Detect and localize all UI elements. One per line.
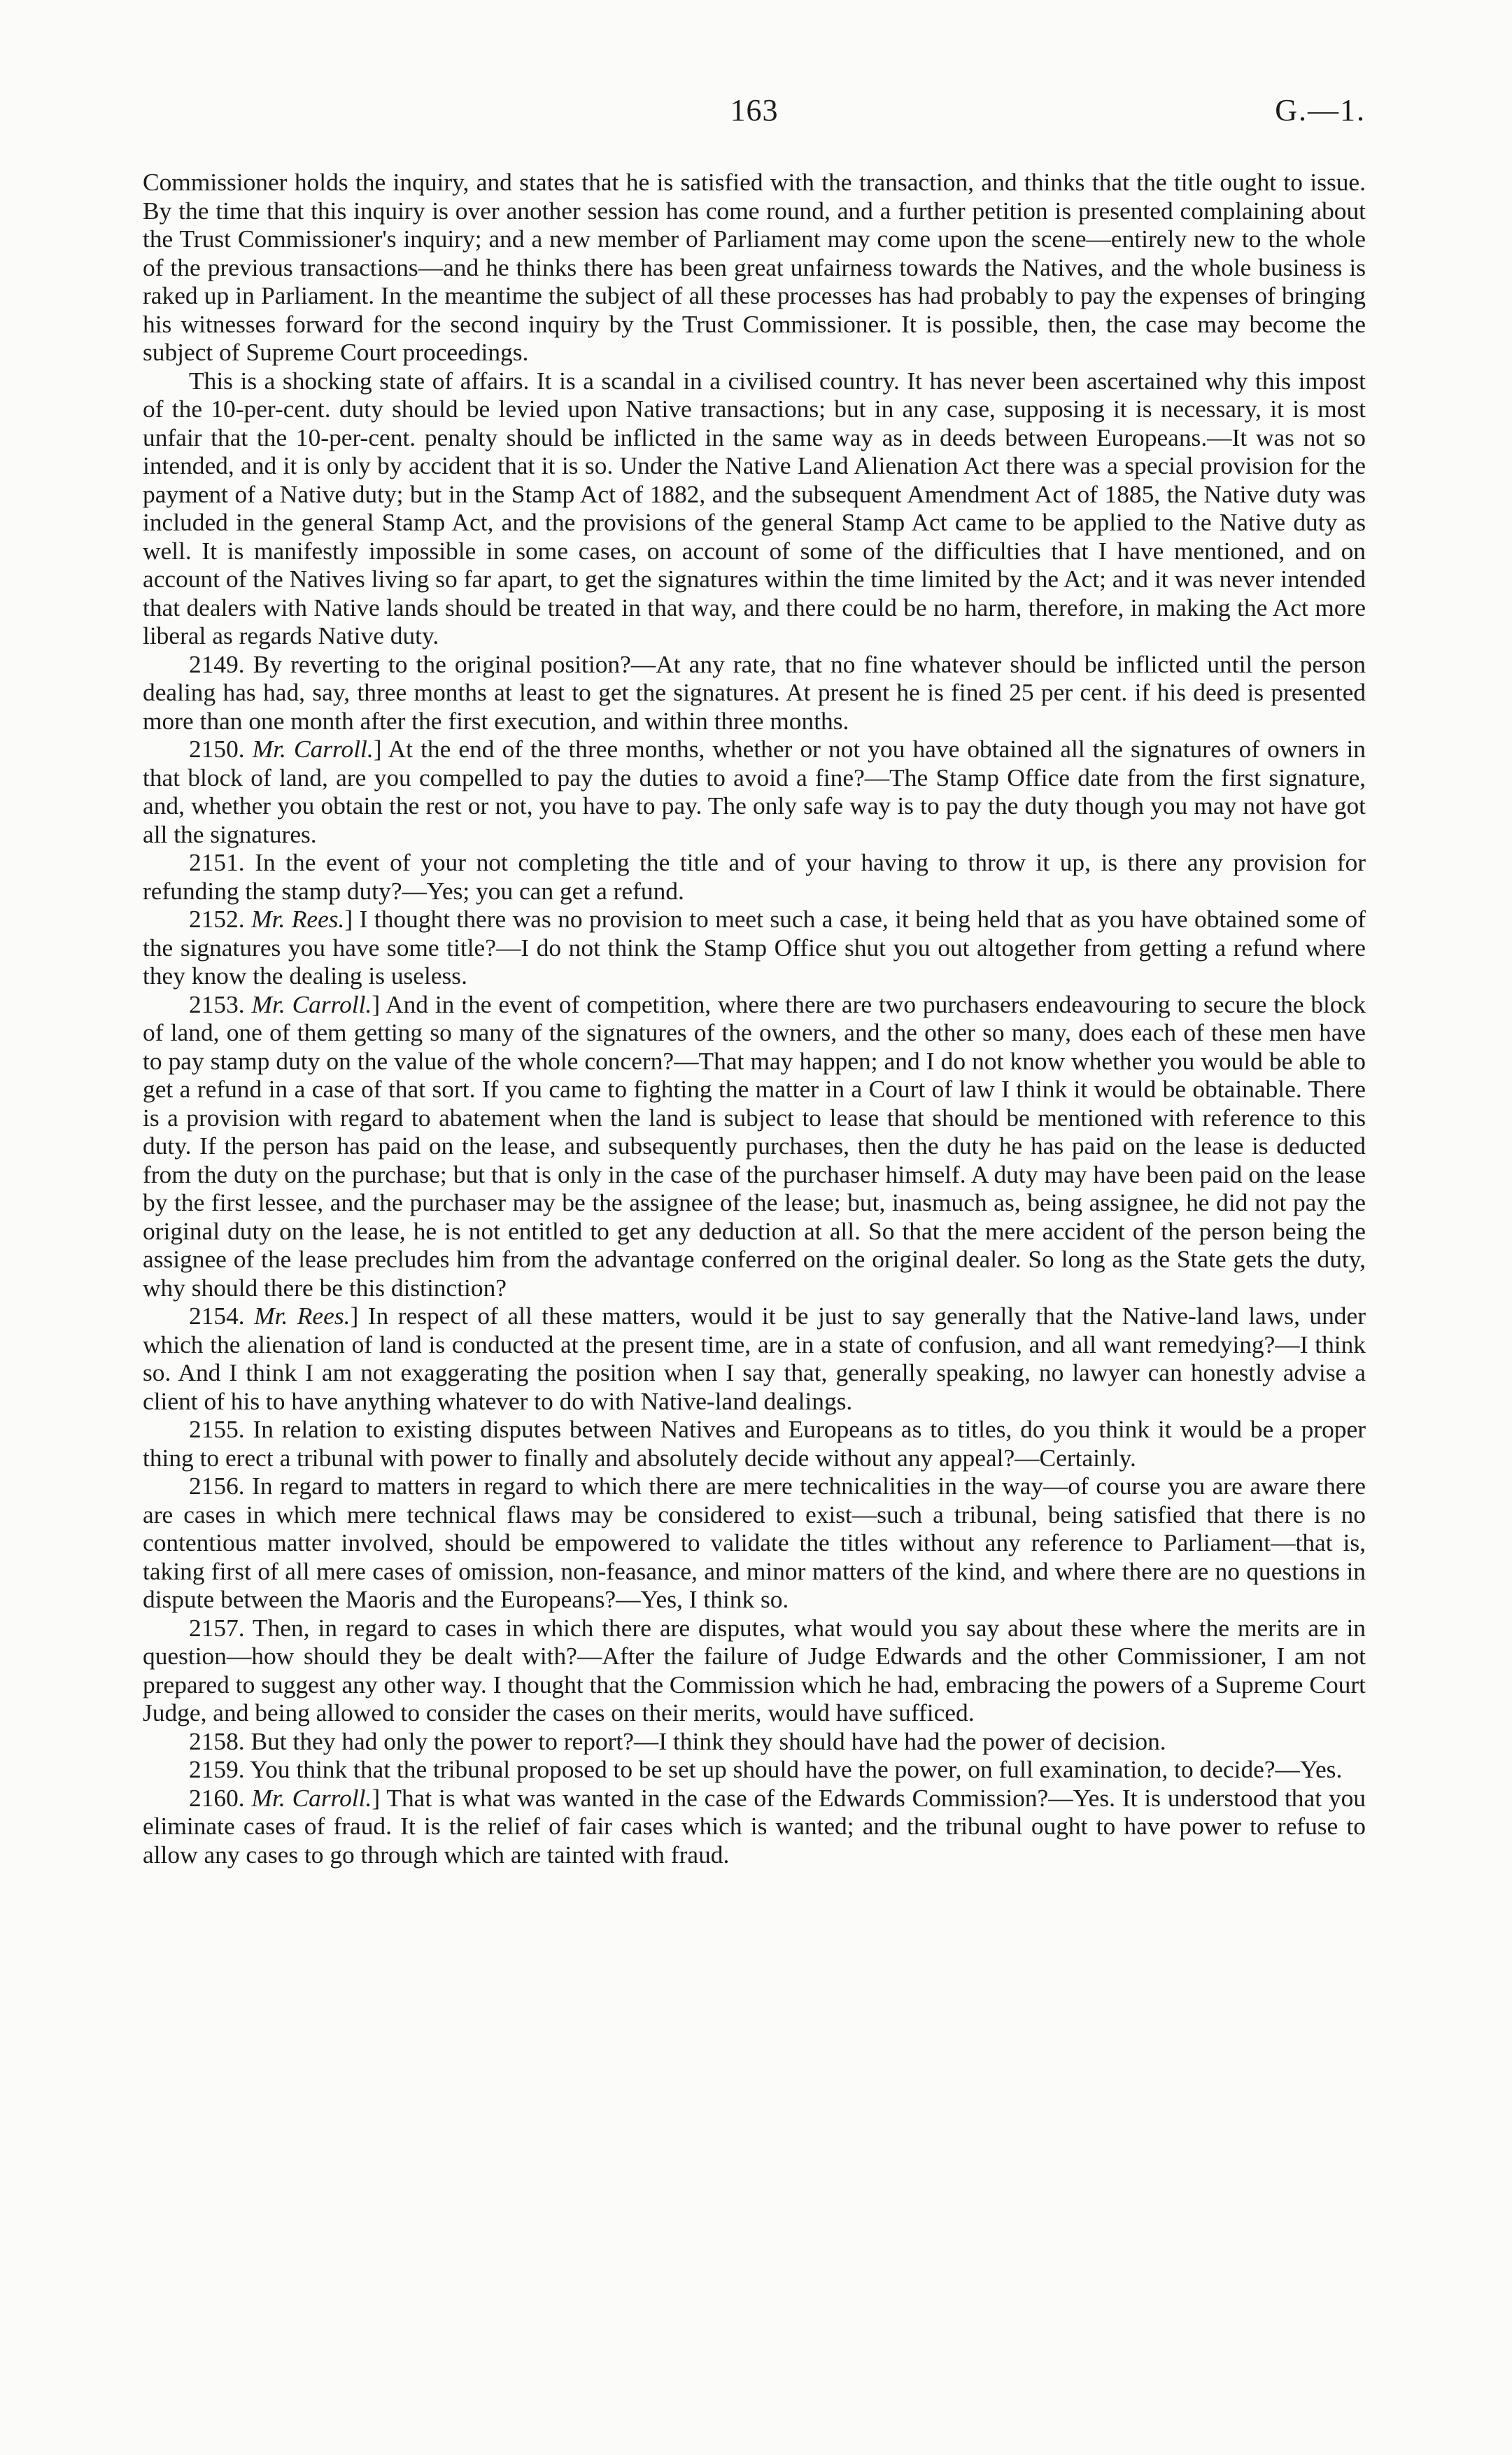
question-number: 2151. — [189, 848, 245, 876]
question-number: 2154. — [189, 1302, 245, 1330]
question-paragraph — [143, 735, 1366, 848]
paragraph-text: In the event of your not completing the title and of your having to throw it up, is there any provision for refunding the stamp duty?—Yes; you can get a refund. — [143, 848, 1366, 905]
question-paragraph — [143, 1415, 1366, 1472]
paragraph-text: ] At the end of the three months, whether or not you have obtained all the signatures of owners in that block of land, are you compelled to pay the duties to avoid a fine?—The Stamp Office date from the first signature, and, whether you obtain the rest or not, you have to pay. The only safe way is to pay the duty though you may not have got all the signatures. — [143, 735, 1366, 848]
paragraph-text: You think that the tribunal proposed to be set up should have the power, on full examination, to decide?—Yes. — [250, 1755, 1343, 1783]
question-number: 2157. — [189, 1613, 245, 1642]
paper-reference: G.—1. — [1275, 93, 1366, 127]
question-number: 2160. — [189, 1783, 245, 1812]
speaker-name: Mr. Rees. — [254, 1302, 351, 1330]
paragraph-text: ] And in the event of competition, where there are two purchasers endeavouring to secure the block of land, one of them getting so many of the signatures of the owners, and the other so many, does each of these men have to pay stamp duty on the value of the whole concern?—That may happen; and I do not know whether you would be able to get a refund in a case of that sort. If you came to fighting the matter in a Court of law I think it would be obtainable. There is a provision with regard to abatement when the land is subject to lease that should be mentioned with reference to this duty. If the person has paid on the lease, and subsequently purchases, then the duty he has paid on the lease is deducted from the duty on the purchase; but that is only in the case of the purchaser himself. A duty may have been paid on the lease by the first lessee, and the purchaser may be the assignee of the lease; but, inasmuch as, being assignee, he did not pay the original duty on the lease, he is not entitled to get any deduction at all. So that the mere accident of the person being the assignee of the lease precludes him from the advantage conferred on the original dealer. So long as the State gets the duty, why should there be this distinction? — [143, 990, 1366, 1302]
question-paragraph — [143, 1302, 1366, 1415]
question-paragraph — [143, 1727, 1366, 1756]
paragraph-text: Commissioner holds the inquiry, and states that he is satisfied with the transaction, and thinks that the title ought to issue. By the time that this inquiry is over another session has come round, and a further petition is presented complaining about the Trust Commissioner's inquiry; and a new member of Parliament may come upon the scene—entirely new to the whole of the previous transactions—and he thinks there has been great unfairness towards the Natives, and the whole business is raked up in Parliament. In the meantime the subject of all these processes has had probably to pay the expenses of bringing his witnesses forward for the second inquiry by the Trust Commissioner. It is possible, then, the case may become the subject of Supreme Court proceedings. — [143, 168, 1366, 366]
question-paragraph — [143, 1614, 1366, 1727]
paragraph-text: ] In respect of all these matters, would it be just to say generally that the Native-land laws, under which the alienation of land is conducted at the present time, are in a state of confusion, and all want remedying?—I think so. And I think I am not exaggerating the position when I say that, generally speaking, no lawyer can honestly advise a client of his to have anything whatever to do with Native-land dealings. — [143, 1302, 1366, 1415]
question-paragraph — [143, 990, 1366, 1302]
paragraph-text: This is a shocking state of affairs. It is a scandal in a civilised country. It has never been ascertained why this impost of the 10-per-cent. duty should be levied upon Native transactions; but in any case, supposing it is necessary, it is most unfair that the 10-per-cent. penalty should be inflicted in the same way as in deeds between Europeans.—It was not so intended, and it is only by accident that it is so. Under the Native Land Alienation Act there was a special provision for the payment of a Native duty; but in the Stamp Act of 1882, and the subsequent Amendment Act of 1885, the Native duty was included in the general Stamp Act, and the provisions of the general Stamp Act came to be applied to the Native duty as well. It is manifestly impossible in some cases, on account of some of the difficulties that I have mentioned, and on account of the Natives living so far apart, to get the signatures within the time limited by the Act; and it was never intended that dealers with Native lands should be treated in that way, and there could be no harm, therefore, in making the Act more liberal as regards Native duty. — [143, 366, 1366, 649]
speaker-name: Mr. Carroll. — [251, 990, 372, 1018]
paragraph-text: ] That is what was wanted in the case of the Edwards Commission?—Yes. It is understood that you eliminate cases of fraud. It is the relief of fair cases which is wanted; and the tribunal ought to have power to refuse to allow any cases to go through which are tainted with fraud. — [143, 1783, 1366, 1869]
question-paragraph — [143, 848, 1366, 905]
paragraph-text: Then, in regard to cases in which there are disputes, what would you say about these where the merits are in question—how should they be dealt with?—After the failure of Judge Edwards and the other Commissioner, I am not prepared to suggest any other way. I thought that the Commission which he had, embracing the powers of a Supreme Court Judge, and being allowed to consider the cases on their merits, would have sufficed. — [143, 1613, 1366, 1726]
question-number: 2159. — [189, 1755, 245, 1783]
question-number: 2150. — [189, 735, 245, 763]
paragraph-text: In relation to existing disputes between Natives and Europeans as to titles, do you think it would be a proper thing to erect a tribunal with power to finally and absolutely decide without any appeal?—Certainly. — [143, 1415, 1366, 1472]
paragraph-text: In regard to matters in regard to which there are mere technicalities in the way—of course you are aware there are cases in which mere technical flaws may be considered to exist—such a tribunal, being satisfied that there is no contentious matter involved, should be empowered to validate the titles without any reference to Parliament—that is, taking first of all mere cases of omission, non-feasance, and minor matters of the kind, and where there are no questions in dispute between the Maoris and the Europeans?—Yes, I think so. — [143, 1472, 1366, 1613]
speaker-name: Mr. Carroll. — [252, 735, 374, 763]
question-number: 2156. — [189, 1472, 245, 1500]
page-number: 163 — [730, 93, 779, 127]
speaker-name: Mr. Rees. — [251, 905, 345, 933]
paragraph-text: ] I thought there was no provision to meet such a case, it being held that as you have obtained some of the signatures you have some title?—I do not think the Stamp Office shut you out altogether from getting a refund where they know the dealing is useless. — [143, 905, 1366, 990]
page-header — [143, 92, 1366, 134]
question-number: 2152. — [189, 905, 245, 933]
question-number: 2153. — [189, 990, 245, 1018]
paragraph-text: But they had only the power to report?—I think they should have had the power of decision. — [250, 1726, 1166, 1755]
question-paragraph — [143, 1784, 1366, 1869]
question-number: 2149. — [189, 649, 245, 678]
paragraph-text: By reverting to the original position?—At any rate, that no fine whatever should be inflicted until the person dealing has had, say, three months at least to get the signatures. At present he is fined 25 per cent. if his deed is presented more than one month after the first execution, and within three months. — [143, 649, 1366, 735]
question-paragraph — [143, 1755, 1366, 1784]
body-text — [143, 168, 1366, 1869]
paragraph — [143, 168, 1366, 367]
paragraph — [143, 367, 1366, 650]
question-paragraph — [143, 1472, 1366, 1614]
speaker-name: Mr. Carroll. — [251, 1783, 372, 1812]
question-number: 2158. — [189, 1726, 245, 1755]
question-paragraph — [143, 650, 1366, 736]
question-paragraph — [143, 905, 1366, 990]
question-number: 2155. — [189, 1415, 245, 1443]
